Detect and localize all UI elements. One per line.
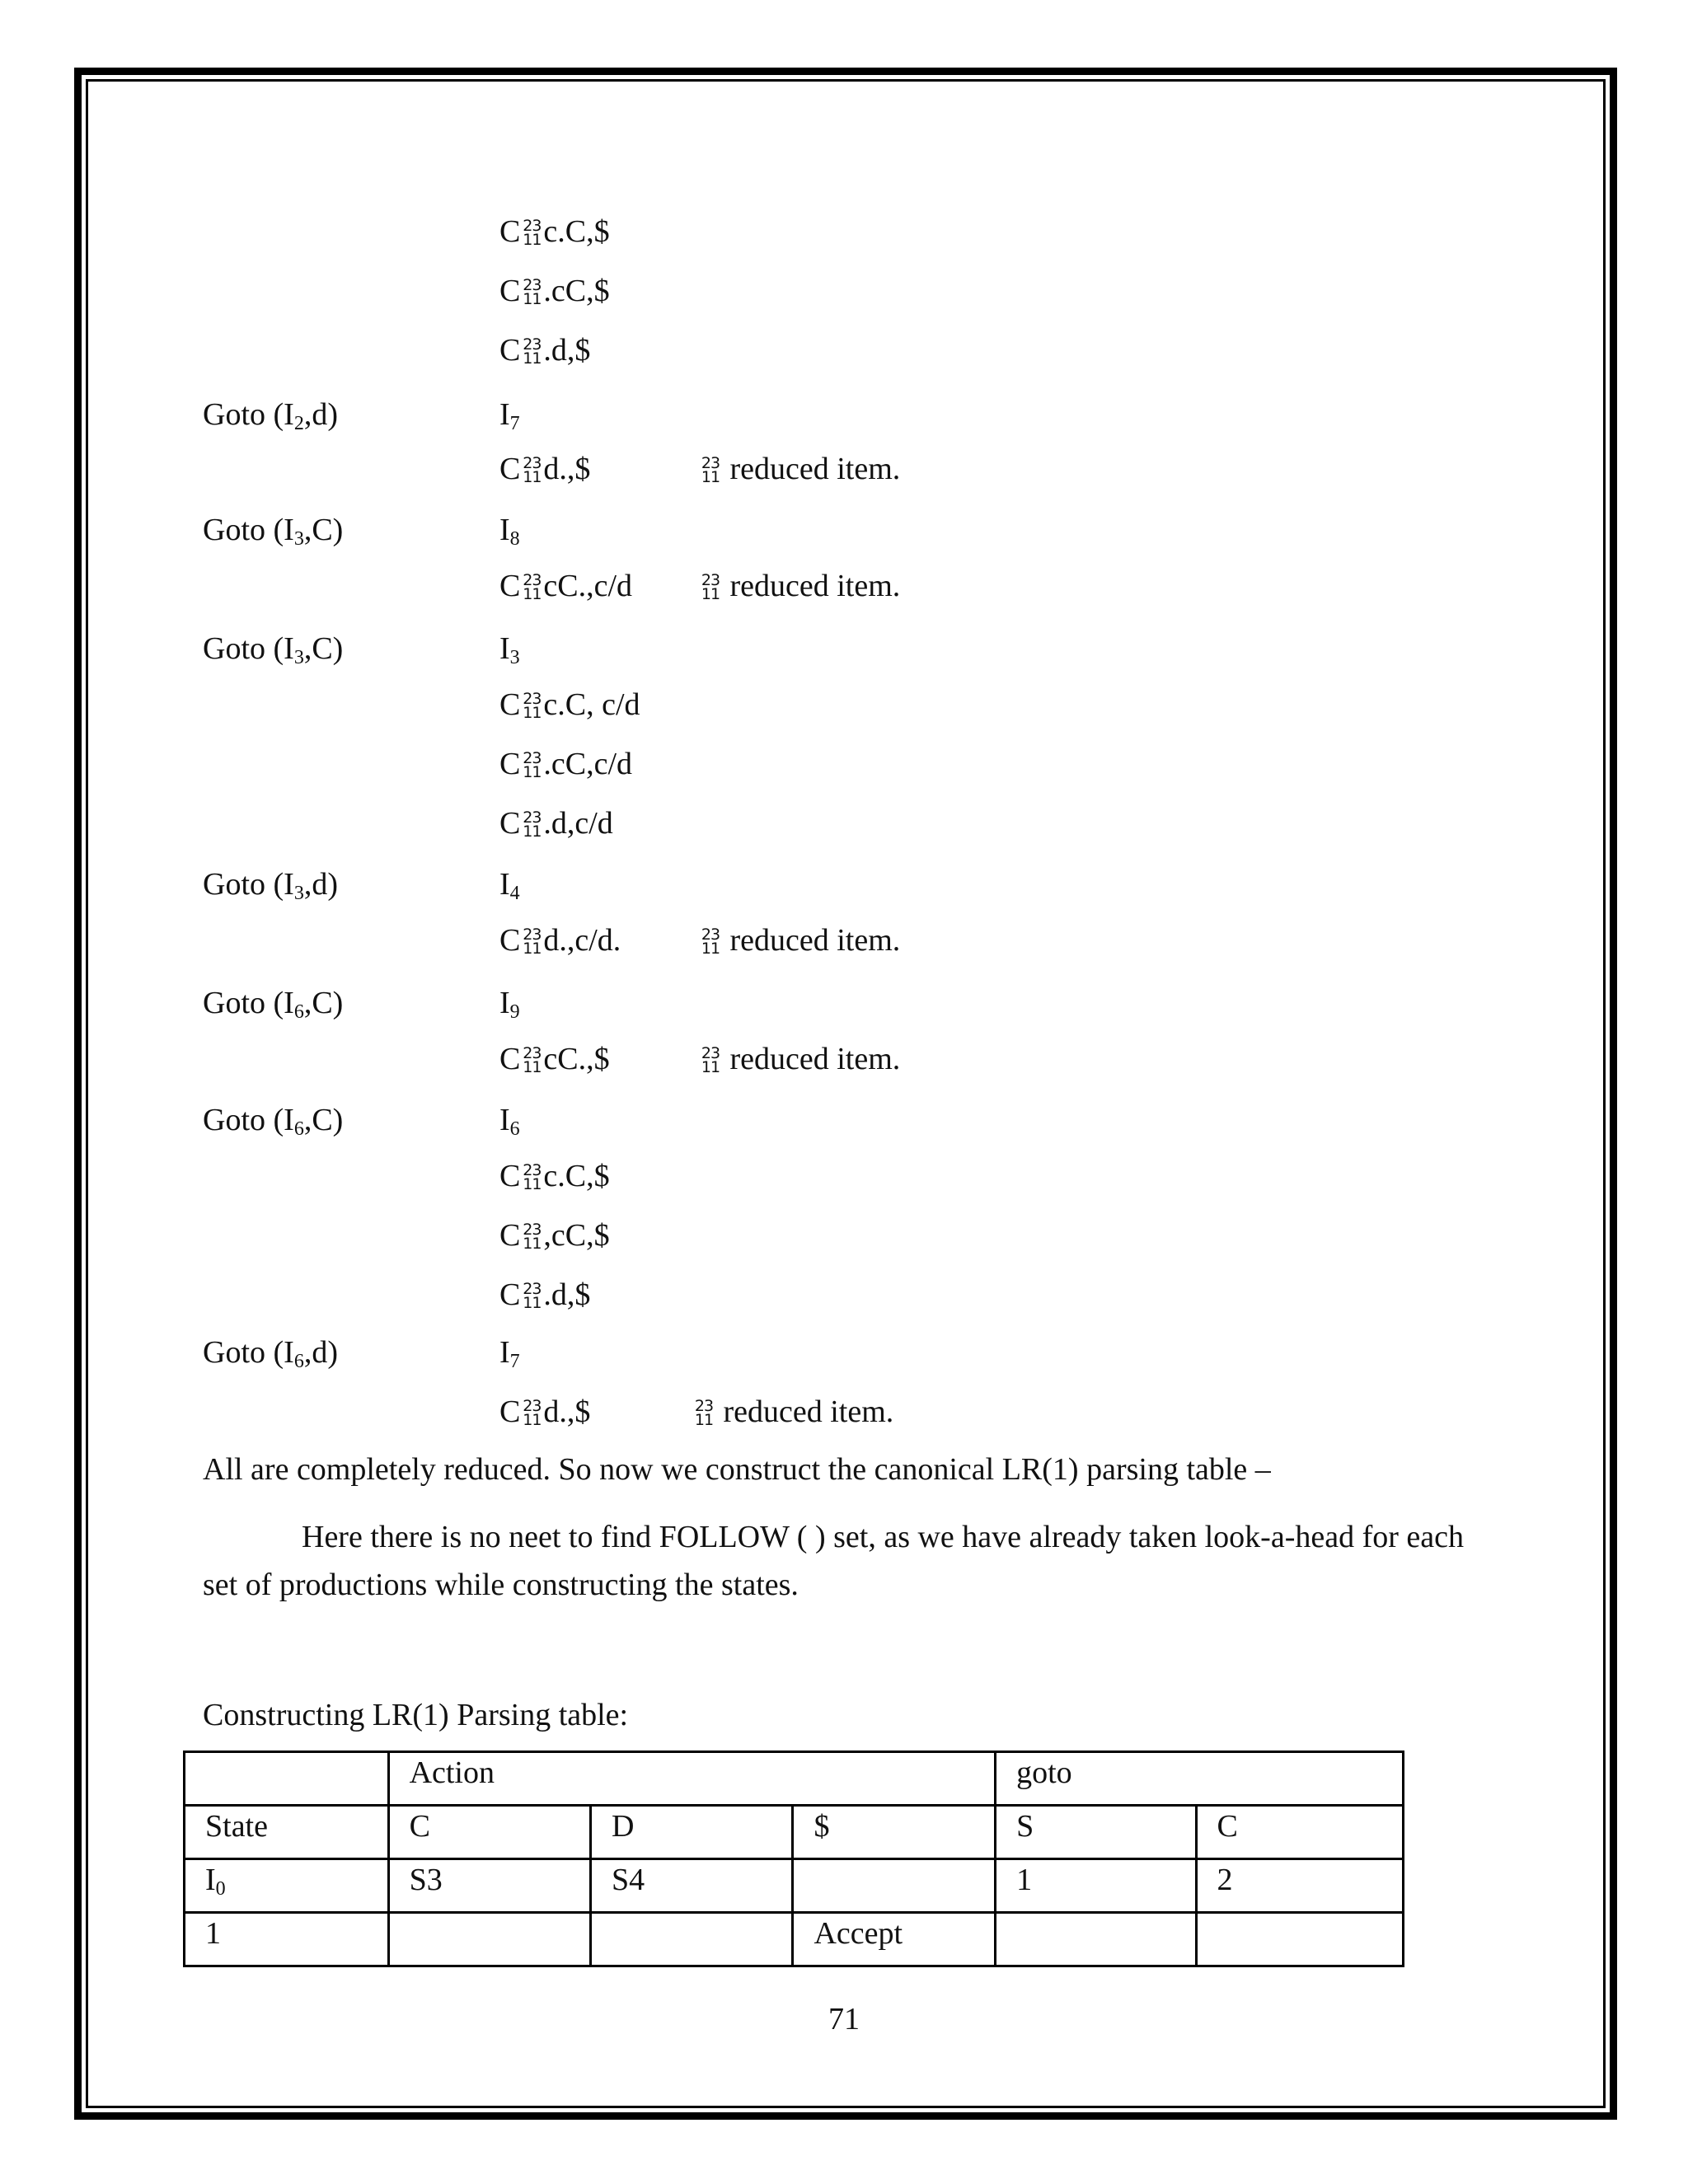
state-label: $I_3$ <box>499 631 520 668</box>
table-cell <box>591 1913 793 1966</box>
table-caption: Constructing LR(1) Parsing table: <box>203 1698 629 1732</box>
arrow-glyph-icon: 23 11 <box>701 571 720 603</box>
state-label: $I_7$ <box>499 397 520 434</box>
paragraph-follow-note: Here there is no neet to find FOLLOW ( ) set, as we have already taken look-a-head for each set of productions while constructing the states. <box>203 1520 1464 1602</box>
arrow-glyph-icon: 23 11 <box>523 749 542 781</box>
table-header-cell: C <box>1196 1806 1403 1859</box>
goto-label: Goto $(I_3,d)$ <box>203 867 338 904</box>
table-row <box>185 1859 1404 1913</box>
arrow-glyph-icon: 23 11 <box>701 926 720 958</box>
table-header-row <box>185 1752 1404 1806</box>
production-item: C 23 11 cC.,c/d <box>499 569 632 603</box>
production-item: C 23 11 d.,c/d. <box>499 923 621 958</box>
table-header-cell: D <box>591 1806 793 1859</box>
arrow-glyph-icon: 23 11 <box>701 1044 720 1076</box>
production-item: C 23 11 .d,$ <box>499 1277 591 1312</box>
lr1-parsing-table <box>183 1750 1404 1967</box>
table-cell <box>388 1913 590 1966</box>
production-item: C 23 11 d.,$ <box>499 452 591 486</box>
state-label: $I_4$ <box>499 867 520 904</box>
arrow-glyph-icon: 23 11 <box>523 571 542 603</box>
state-label: $I_6$ <box>499 1103 520 1140</box>
table-cell: 1 <box>996 1859 1196 1913</box>
arrow-glyph-icon: 23 11 <box>523 1397 542 1429</box>
goto-label: Goto $(I_3,C)$ <box>203 513 344 550</box>
production-item: C 23 11 ,cC,$ <box>499 1218 610 1253</box>
table-cell <box>996 1913 1196 1966</box>
arrow-glyph-icon: 23 11 <box>523 276 542 308</box>
goto-label: Goto $(I_2,d)$ <box>203 397 338 434</box>
production-item: C 23 11 .d,$ <box>499 333 591 368</box>
page-number: 71 <box>828 2002 860 2036</box>
reduced-note: 23 11 reduced item. <box>699 1040 900 1078</box>
reduced-note: 23 11 reduced item. <box>699 450 900 488</box>
arrow-glyph-icon: 23 11 <box>523 690 542 722</box>
table-row <box>185 1913 1404 1966</box>
reduced-note: 23 11 reduced item. <box>692 1393 893 1431</box>
reduced-note: 23 11 reduced item. <box>699 921 900 959</box>
table-cell: S3 <box>388 1859 590 1913</box>
table-cell: Accept <box>793 1913 996 1966</box>
table-header-cell: S <box>996 1806 1196 1859</box>
table-cell <box>1196 1913 1403 1966</box>
arrow-glyph-icon: 23 11 <box>523 1161 542 1193</box>
table-cell: 1 <box>185 1913 389 1966</box>
table-cell: $I_0$ <box>185 1859 389 1913</box>
arrow-glyph-icon: 23 11 <box>701 454 720 486</box>
goto-label: Goto $(I_6,C)$ <box>203 986 344 1023</box>
table-header-action: Action <box>388 1752 996 1806</box>
table-header-cell: $ <box>793 1806 996 1859</box>
table-cell <box>793 1859 996 1913</box>
paragraph-conclusion: All are completely reduced. So now we construct the canonical LR(1) parsing table – <box>203 1452 1271 1487</box>
production-item: C 23 11 cC.,$ <box>499 1042 610 1076</box>
table-header-goto: goto <box>996 1752 1404 1806</box>
production-item: C 23 11 .cC,c/d <box>499 747 632 781</box>
arrow-glyph-icon: 23 11 <box>523 217 542 249</box>
table-header-cell: State <box>185 1806 389 1859</box>
goto-label: Goto $(I_6,C)$ <box>203 1103 344 1140</box>
arrow-glyph-icon: 23 11 <box>523 926 542 958</box>
arrow-glyph-icon: 23 11 <box>523 1280 542 1312</box>
reduced-note: 23 11 reduced item. <box>699 567 900 605</box>
state-label: $I_7$ <box>499 1335 520 1372</box>
table-header-cell: C <box>388 1806 590 1859</box>
state-label: $I_9$ <box>499 986 520 1023</box>
table-cell: S4 <box>591 1859 793 1913</box>
arrow-glyph-icon: 23 11 <box>523 454 542 486</box>
arrow-glyph-icon: 23 11 <box>523 1221 542 1253</box>
table-header-row <box>185 1806 1404 1859</box>
state-label: $I_8$ <box>499 513 520 550</box>
table-cell <box>185 1752 389 1806</box>
production-item: C 23 11 c.C,$ <box>499 1159 610 1193</box>
production-item: C 23 11 d.,$ <box>499 1394 591 1429</box>
production-item: C 23 11 .d,c/d <box>499 806 613 841</box>
production-item: C 23 11 c.C, c/d <box>499 687 640 722</box>
table-cell: 2 <box>1196 1859 1403 1913</box>
arrow-glyph-icon: 23 11 <box>523 335 542 368</box>
arrow-glyph-icon: 23 11 <box>694 1397 714 1429</box>
arrow-glyph-icon: 23 11 <box>523 808 542 841</box>
production-item: C 23 11 c.C,$ <box>499 214 610 249</box>
production-item: C 23 11 .cC,$ <box>499 274 610 308</box>
arrow-glyph-icon: 23 11 <box>523 1044 542 1076</box>
goto-label: Goto $(I_6,d)$ <box>203 1335 338 1372</box>
goto-label: Goto $(I_3,C)$ <box>203 631 344 668</box>
